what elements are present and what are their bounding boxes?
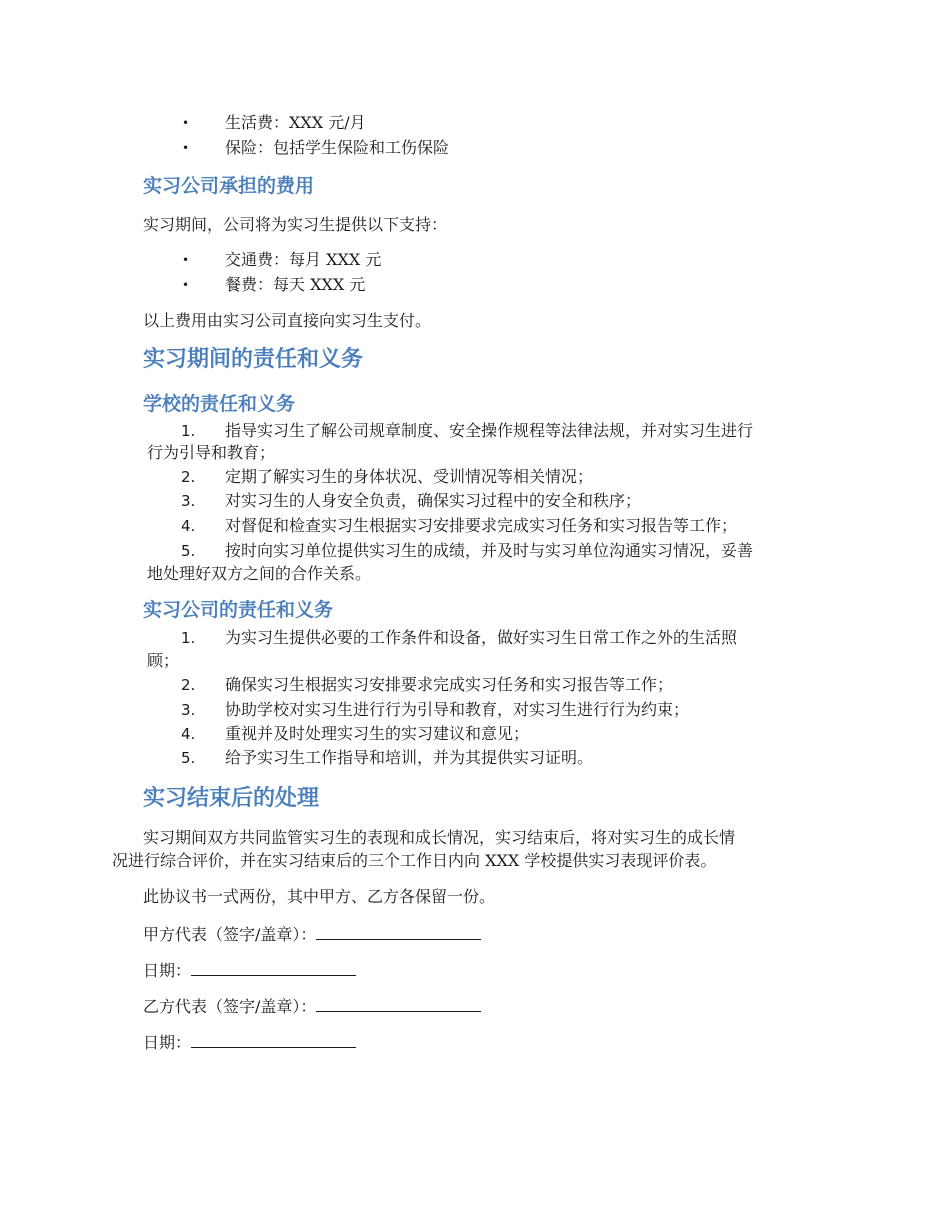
party-a-signature-line[interactable] <box>316 923 481 940</box>
school-duty-item: 定期了解实习生的身体状况、受训情况等相关情况； <box>225 467 594 486</box>
school-duty-item-cont: 行为引导和教育； <box>147 443 276 462</box>
company-costs-note: 以上费用由实习公司直接向实习生支付。 <box>143 311 432 330</box>
list-number: 4. <box>181 725 196 743</box>
date-a-row <box>143 959 356 981</box>
date-a-line[interactable] <box>191 959 356 976</box>
date-a-label: 日期： <box>143 961 192 980</box>
section-heading-duties: 实习期间的责任和义务 <box>143 347 364 372</box>
company-costs-intro: 实习期间，公司将为实习生提供以下支持： <box>143 215 448 234</box>
company-duty-item: 给予实习生工作指导和培训，并为其提供实习证明。 <box>225 748 594 767</box>
bullet-marker: • <box>182 253 190 267</box>
cost-item: 交通费：每月 XXX 元 <box>225 250 382 269</box>
company-duty-item-cont: 顾； <box>147 651 180 670</box>
party-b-signature-row <box>143 995 481 1017</box>
list-number: 4. <box>181 517 196 535</box>
section-heading-company-costs: 实习公司承担的费用 <box>143 175 315 197</box>
list-number: 1. <box>181 629 196 647</box>
company-duty-item: 确保实习生根据实习安排要求完成实习任务和实习报告等工作； <box>225 675 674 694</box>
school-duty-item-cont: 地处理好双方之间的合作关系。 <box>147 564 372 583</box>
company-duty-item: 协助学校对实习生进行行为引导和教育，对实习生进行行为约束； <box>225 700 690 719</box>
party-a-label: 甲方代表（签字/盖章）： <box>143 925 317 944</box>
company-duty-item: 为实习生提供必要的工作条件和设备，做好实习生日常工作之外的生活照 <box>225 628 738 647</box>
date-b-row <box>143 1031 356 1053</box>
copies-statement: 此协议书一式两份，其中甲方、乙方各保留一份。 <box>143 887 496 906</box>
date-b-label: 日期： <box>143 1033 192 1052</box>
bullet-marker: • <box>182 141 190 155</box>
fee-item: 保险：包括学生保险和工伤保险 <box>225 138 450 157</box>
after-paragraph-line1: 实习期间双方共同监管实习生的表现和成长情况，实习结束后，将对实习生的成长情 <box>143 828 736 847</box>
section-heading-after: 实习结束后的处理 <box>143 786 320 811</box>
party-a-signature-row <box>143 923 481 945</box>
list-number: 2. <box>181 468 196 486</box>
subheading-school-duties: 学校的责任和义务 <box>143 393 296 415</box>
party-b-signature-line[interactable] <box>316 995 481 1012</box>
list-number: 1. <box>181 422 196 440</box>
bullet-marker: • <box>182 278 190 292</box>
fee-item: 生活费：XXX 元/月 <box>225 113 366 132</box>
school-duty-item: 指导实习生了解公司规章制度、安全操作规程等法律法规，并对实习生进行 <box>225 421 754 440</box>
date-b-line[interactable] <box>191 1031 356 1048</box>
school-duty-item: 对督促和检查实习生根据实习安排要求完成实习任务和实习报告等工作； <box>225 516 738 535</box>
party-b-label: 乙方代表（签字/盖章）： <box>143 997 317 1016</box>
after-paragraph-line2: 况进行综合评价，并在实习结束后的三个工作日内向 XXX 学校提供实习表现评价表。 <box>112 851 717 870</box>
list-number: 3. <box>181 492 196 510</box>
company-duty-item: 重视并及时处理实习生的实习建议和意见； <box>225 724 530 743</box>
list-number: 5. <box>181 749 196 767</box>
cost-item: 餐费：每天 XXX 元 <box>225 275 366 294</box>
list-number: 2. <box>181 676 196 694</box>
school-duty-item: 对实习生的人身安全负责，确保实习过程中的安全和秩序； <box>225 491 642 510</box>
list-number: 3. <box>181 701 196 719</box>
bullet-marker: • <box>182 116 190 130</box>
subheading-company-duties: 实习公司的责任和义务 <box>143 599 334 621</box>
list-number: 5. <box>181 542 196 560</box>
school-duty-item: 按时向实习单位提供实习生的成绩，并及时与实习单位沟通实习情况，妥善 <box>225 541 754 560</box>
